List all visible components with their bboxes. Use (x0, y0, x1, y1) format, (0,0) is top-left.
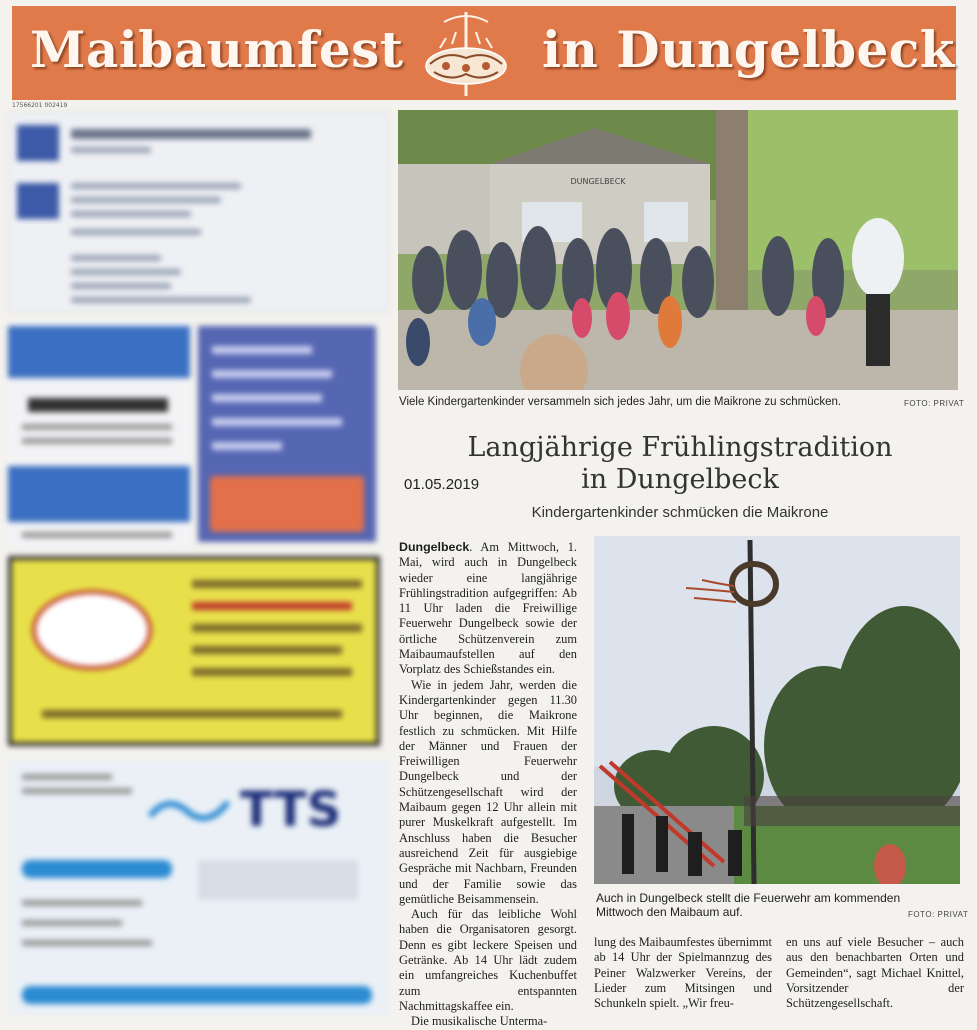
banner-title-right: in Dungelbeck (542, 20, 955, 79)
ad-blue-box (198, 326, 376, 542)
article-paragraph: Dungelbeck. Am Mittwoch, 1. Mai, wird auch in Dungelbeck wieder eine langjährige Frühlingstradition aufgegriffen: Ab 11 Uhr laden die Freiwillige Feuerwehr Dungelbeck sowie der örtliche Schützenverein zum Maibaumaufstellen auf den Vorplatz des Schießstandes ein. (399, 540, 577, 677)
building-sign: DUNGELBECK (570, 177, 626, 186)
print-code: 17566201 002419 (12, 102, 68, 109)
article-paragraph: Wie in jedem Jahr, werden die Kindergartenkinder gegen 11.30 Uhr beginnen, die Maikrone festlich zu schmücken. Mit Hilfe der Männer und Frauen der Freiwilligen Feuerwehr Dungelbeck und der Schützengesellschaft wird der Maibaum gegen 12 Uhr allein mit purer Muskelkraft aufgestellt. Im Anschluss haben die Besucher ausreichend Zeit für ausgiebige Gespräche mit Nachbarn, Freunden und der Familie sowie das gemütliche Beisammensein. (399, 677, 577, 906)
banner-title-left: Maibaumfest (30, 20, 404, 79)
photo-kindergarten-crowd (398, 110, 958, 390)
article-headline: Langjährige Frühlingstradition in Dungelbeck (467, 432, 893, 495)
article-column-3 (786, 935, 964, 1011)
ad-company-listing (8, 112, 388, 312)
article-dateline: Dungelbeck (399, 540, 470, 554)
photo1-credit: FOTO: PRIVAT (904, 399, 965, 408)
article-column-2 (594, 935, 772, 1011)
ad-hartmann (8, 320, 190, 548)
article-subheadline: Kindergartenkinder schmücken die Maikrone (531, 504, 829, 521)
tts-logo: TTS (240, 782, 342, 838)
article-column-1 (399, 540, 577, 1030)
article-date: 01.05.2019 (404, 476, 480, 493)
masthead-banner (12, 6, 956, 100)
article-paragraph: Auch für das leibliche Wohl haben die Organisatoren gesorgt. Denn es gibt leckere Speisen und Getränke. Ab 14 Uhr lädt zudem ein umfangreiches Kuchenbuffet zum entspannten Nachmittagskaffee ein. (399, 907, 577, 1013)
advertisement-column (8, 112, 388, 1017)
photo2-credit: FOTO: PRIVAT (908, 910, 969, 919)
ad-tts (8, 760, 388, 1016)
photo2-caption: Auch in Dungelbeck stellt die Feuerwehr am kommenden Mittwoch den Maibaum auf. (596, 891, 901, 919)
photo1-caption: Viele Kindergartenkinder versammeln sich jedes Jahr, um die Maikrone zu schmücken. (399, 396, 842, 408)
photo-maypole (594, 536, 960, 884)
article-paragraph: lung des Maibaumfestes übernimmt ab 14 Uhr der Spielmannzug des Peiner Walzwerker Vereins, der Lieder zum Mitsingen und Schunkeln spielt. „Wir freu- (594, 935, 772, 1011)
maypole-crown-icon (416, 8, 516, 98)
ad-yellow-peters (8, 556, 380, 746)
article-paragraph: en uns auf viele Besucher – auch aus den benachbarten Orten und Gemeinden“, sagt Michael Knittel, Vorsitzender der Schützengesellschaft. (786, 935, 964, 1011)
article-paragraph: Die musikalische Unterma- (411, 1014, 548, 1029)
